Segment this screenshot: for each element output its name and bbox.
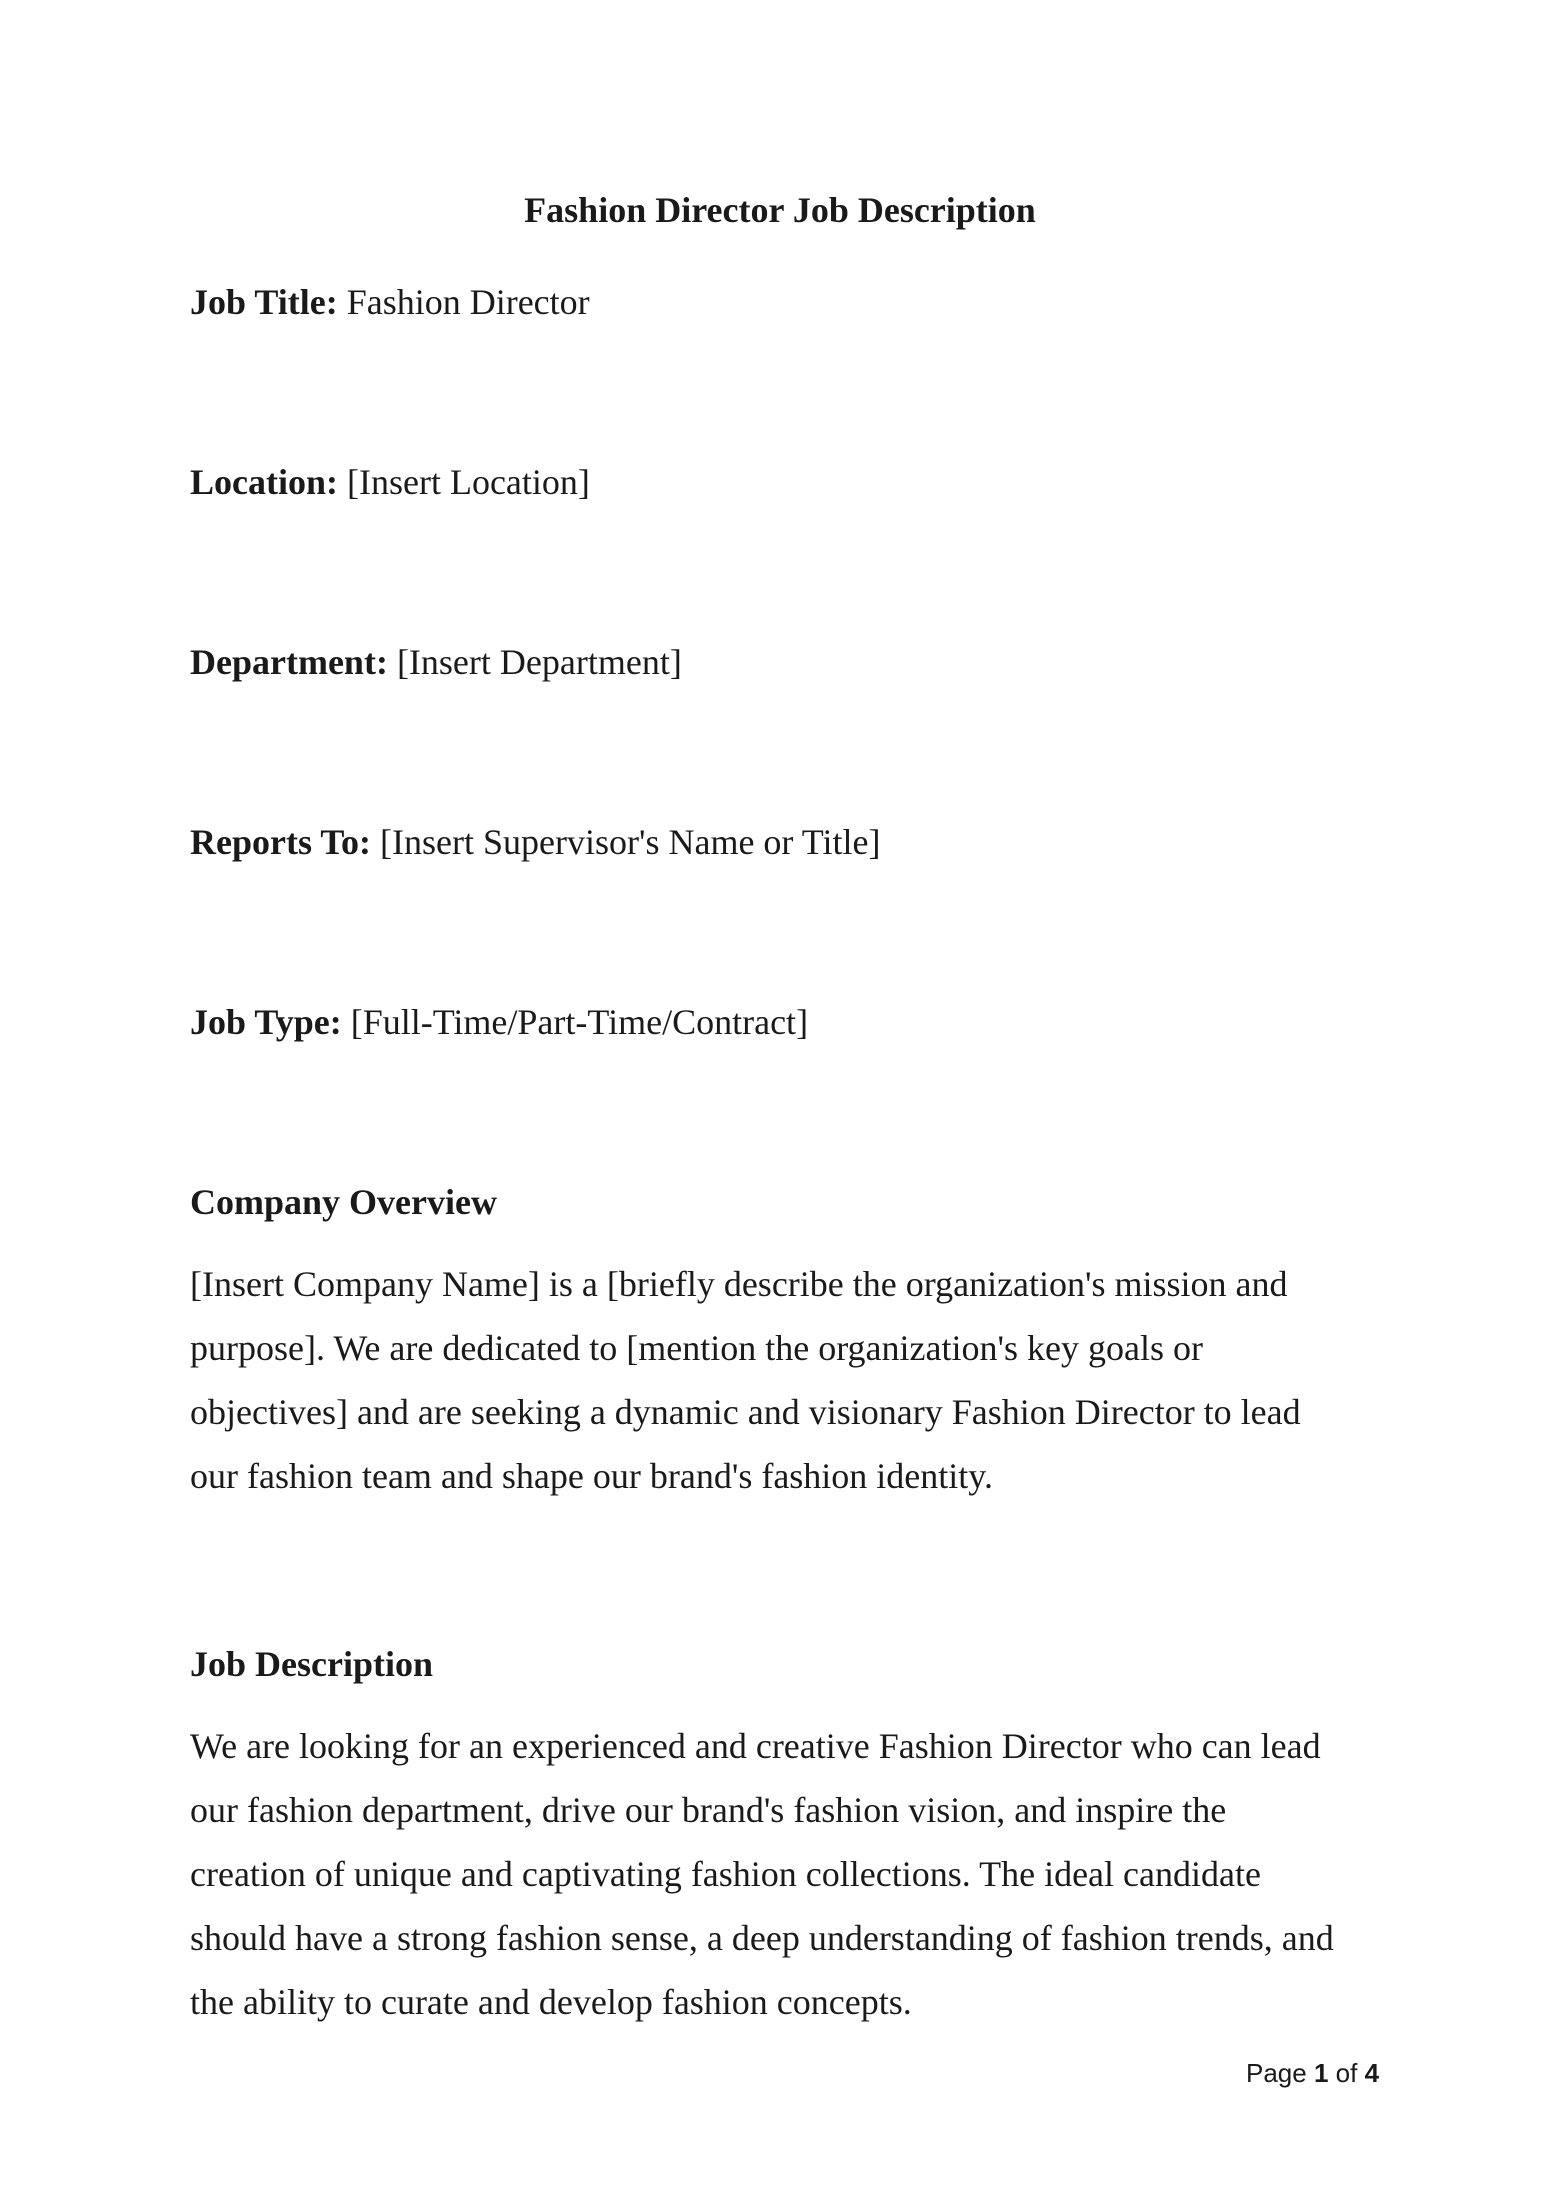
field-location: [190, 460, 590, 504]
field-value: [Insert Department]: [396, 642, 682, 682]
paragraph-line: [Insert Company Name] is a [briefly describe the organization's mission and: [190, 1264, 1288, 1304]
field-label: Department:: [190, 642, 388, 682]
field-department: [190, 640, 682, 684]
current-page-number: 1: [1313, 2058, 1329, 2088]
document-title: Fashion Director Job Description: [524, 190, 1036, 230]
field-value: [Insert Location]: [347, 462, 590, 502]
page-prefix: Page: [1246, 2058, 1314, 2088]
paragraph-line: purpose]. We are dedicated to [mention the organization's key goals or: [190, 1328, 1203, 1368]
paragraph-line: the ability to curate and develop fashion concepts.: [190, 1982, 912, 2022]
field-value: Fashion Director: [346, 282, 590, 322]
paragraph-company-overview: [190, 1252, 1390, 1508]
section-heading-company-overview: Company Overview: [190, 1182, 497, 1222]
field-value: [Insert Supervisor's Name or Title]: [380, 822, 881, 862]
field-label: Job Type:: [190, 1002, 342, 1042]
page-separator: of: [1328, 2058, 1365, 2088]
paragraph-job-description: [190, 1714, 1390, 2034]
section-heading-job-description: Job Description: [190, 1644, 433, 1684]
field-job-title: [190, 280, 590, 324]
paragraph-line: We are looking for an experienced and creative Fashion Director who can lead: [190, 1726, 1321, 1766]
total-pages-number: 4: [1364, 2058, 1380, 2088]
field-label: Job Title:: [190, 282, 338, 322]
paragraph-line: our fashion department, drive our brand's fashion vision, and inspire the: [190, 1790, 1227, 1830]
paragraph-line: our fashion team and shape our brand's fashion identity.: [190, 1456, 993, 1496]
page-number: [1246, 2057, 1379, 2089]
paragraph-line: creation of unique and captivating fashion collections. The ideal candidate: [190, 1854, 1261, 1894]
field-label: Reports To:: [190, 822, 372, 862]
field-reports-to: [190, 820, 880, 864]
paragraph-line: objectives] and are seeking a dynamic and visionary Fashion Director to lead: [190, 1392, 1301, 1432]
paragraph-line: should have a strong fashion sense, a deep understanding of fashion trends, and: [190, 1918, 1334, 1958]
field-job-type: [190, 1000, 808, 1044]
field-value: [Full-Time/Part-Time/Contract]: [350, 1002, 809, 1042]
field-label: Location:: [190, 462, 338, 502]
